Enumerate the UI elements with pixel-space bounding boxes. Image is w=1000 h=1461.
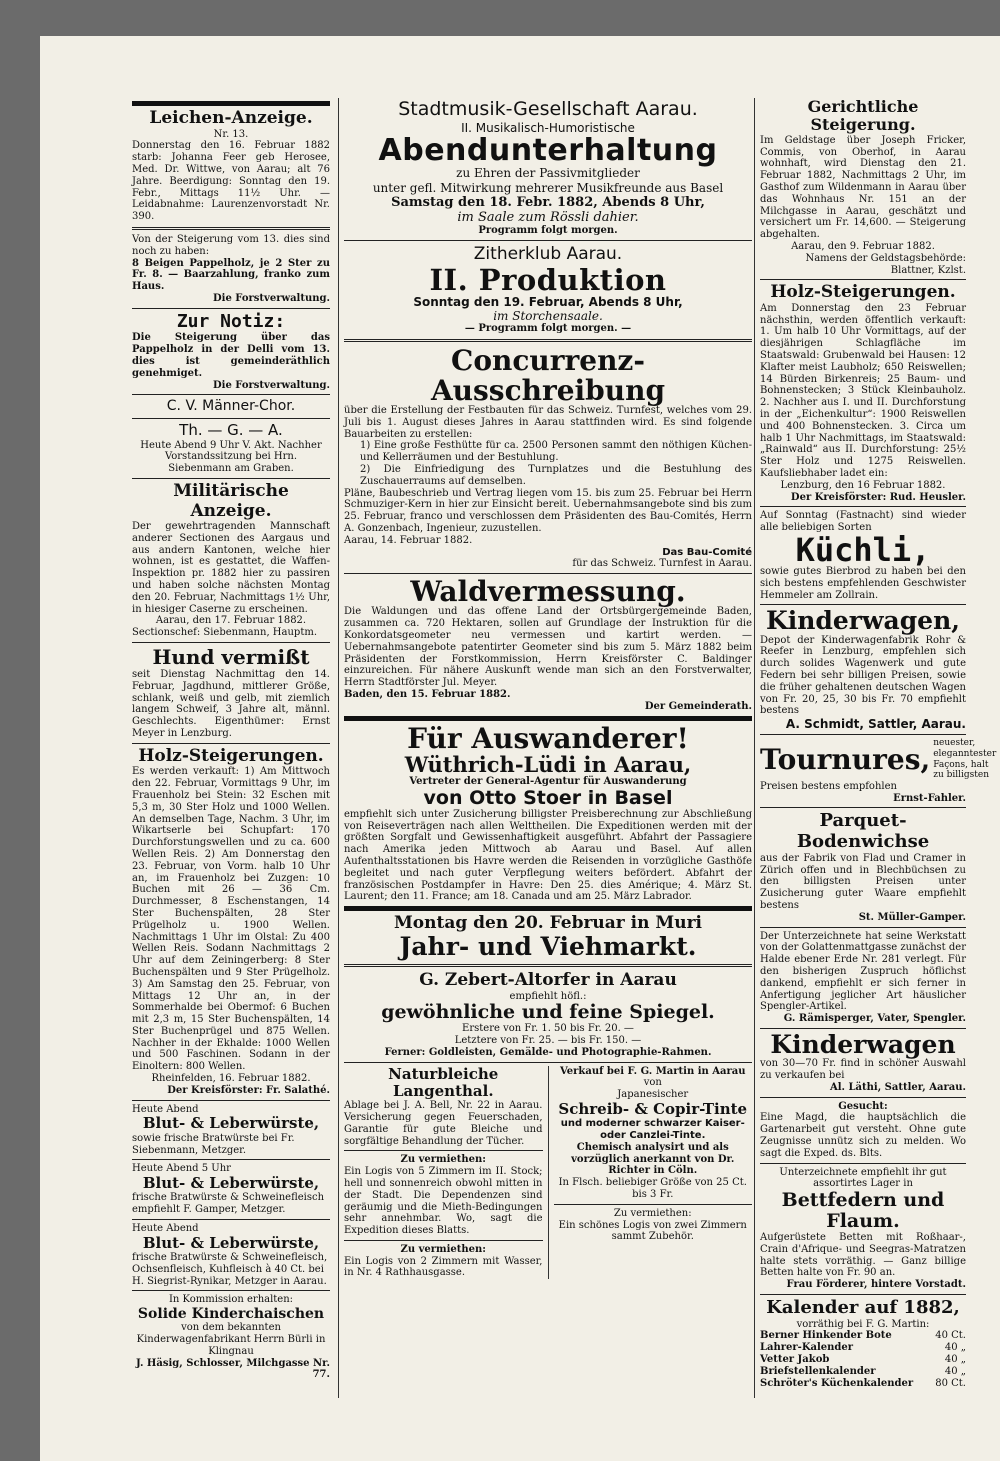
column-divider xyxy=(754,98,755,1398)
kalender-pre: vorräthig bei F. G. Martin: xyxy=(796,1318,930,1330)
verm1-text: Ein Logis von 5 Zimmern im II. Stock; hell und sonnenreich obwohl mitten in der Stadt. Die Dependenzen sind geräumig und die Mieth-Bedingungen sehr annehmbar. Wo, sagt die Expedition dieses Blatts. xyxy=(344,1166,543,1237)
zither-headline: II. Produktion xyxy=(429,262,667,297)
wald-title: Waldvermessung. xyxy=(410,575,686,609)
verm3-text: Ein schönes Logis von zwei Zimmern sammt Zubehör. xyxy=(558,1219,747,1243)
wurst3-text: frische Bratwürste & Schweinefleisch, Ochsenfleisch, Kuhfleisch à 40 Ct. bei H. Siegrist-Rynikar, Metzger in Aarau. xyxy=(132,1252,328,1287)
wald-sign: Der Gemeinderath. xyxy=(644,700,752,712)
auswanderer-title: Für Auswanderer! xyxy=(407,721,689,755)
notiz-sign: Die Forstverwaltung. xyxy=(212,379,330,391)
verm1-title: Zu vermiethen: xyxy=(400,1154,486,1166)
holz-sign-left: Der Kreisförster: Fr. Salathé. xyxy=(167,1084,330,1096)
tournures-row xyxy=(760,738,997,781)
middle-column xyxy=(344,98,752,1279)
right-column xyxy=(760,97,997,1389)
stadtmusik-headline: Abendunterhaltung xyxy=(378,132,718,168)
kalender-row xyxy=(760,1342,966,1354)
left-column xyxy=(132,98,330,1381)
natur-title: Naturbleiche Langenthal. xyxy=(388,1064,499,1100)
militaer-date: Aarau, den 17. Februar 1882. xyxy=(155,615,307,627)
concurrenz-sign1: Das Bau-Comité xyxy=(662,546,752,558)
verm2-text: Ein Logis von 2 Zimmern mit Wasser, in Nr. 4 Rathhausgasse. xyxy=(344,1255,543,1279)
kinderwagen2-title: Kinderwagen xyxy=(770,1029,956,1059)
concurrenz-item1: 1) Eine große Festhütte für ca. 2500 Personen sammt den nöthigen Küchen- und Kellerräumen und der Bestuhlung. xyxy=(360,440,752,464)
wurst1-text: sowie frische Bratwürste bei Fr. Siebenmann, Metzger. xyxy=(132,1132,295,1156)
notiz-title: Zur Notiz: xyxy=(176,310,286,332)
tinte-line4: und moderner schwarzer Kaiser- oder Canzlei-Tinte. xyxy=(560,1118,745,1142)
stadtmusik-line4: im Saale zum Rössli dahier. xyxy=(457,210,639,226)
spiegel-title: G. Zebert-Altorfer in Aarau xyxy=(419,970,677,990)
leichen-number: Nr. 13. xyxy=(213,128,249,140)
gericht-sign: Namens der Geldstagsbehörde: Blattner, Kzlst. xyxy=(805,252,966,276)
kalender-list xyxy=(760,1330,966,1389)
werkstatt-text: Der Unterzeichnete hat seine Werkstatt von der Golattenmattgasse zunächst der Halde ebener Erde Nr. 281 verlegt. Für den bisherigen Zuspruch höflichst dankend, empfiehlt er sich ferner in Anfertigung jeglicher Art häuslicher Spengler-Artikel. xyxy=(760,930,966,1013)
spiegel-headline: gewöhnliche und feine Spiegel. xyxy=(381,1001,715,1024)
bett-sign: Frau Förderer, hintere Vorstadt. xyxy=(786,1279,966,1291)
kalender-name: Briefstellenkalender xyxy=(760,1365,876,1377)
column-divider xyxy=(338,98,339,1398)
kalender-name: Vetter Jakob xyxy=(760,1354,830,1366)
kuechli-text: sowie gutes Bierbrod zu haben bei den sich bestens empfehlenden Geschwister Hemmeler am Zollrain. xyxy=(760,566,966,601)
newspaper-page xyxy=(40,36,1000,1461)
natur-text: Ablage bei J. A. Bell, Nr. 22 in Aarau. Versicherung gegen Feuerschaden, Garantie für gute Bleiche und sorgfältige Behandlung der Tücher. xyxy=(344,1100,543,1147)
verm3-title: Zu vermiethen: xyxy=(613,1207,692,1219)
holz-date-left: Rheinfelden, 16. Februar 1882. xyxy=(151,1073,311,1085)
parquet-title: Parquet-Bodenwichse xyxy=(796,810,930,853)
kalender-price: 80 Ct. xyxy=(935,1377,966,1389)
bett-headline: Bettfedern und Flaum. xyxy=(781,1189,945,1233)
tournures-headline: Tournures, xyxy=(760,742,931,776)
zither-line3: — Programm folgt morgen. — xyxy=(464,323,632,335)
kalender-price: 40 Ct. xyxy=(935,1330,966,1342)
wurst-ad-2 xyxy=(132,1163,330,1216)
kalender-row xyxy=(760,1330,966,1342)
concurrenz-title: Concurrenz-Ausschreibung xyxy=(430,344,666,407)
tinte-line6: In Flsch. beliebiger Größe von 25 Ct. bis 3 Fr. xyxy=(558,1177,747,1201)
leichen-title: Leichen-Anzeige. xyxy=(149,108,313,128)
kinder-sign: J. Häsig, Schlosser, Milchgasse Nr. 77. xyxy=(136,1357,330,1381)
zither-line2: im Storchensaale. xyxy=(493,309,603,324)
muri-line: Montag den 20. Februar in Muri xyxy=(393,913,703,934)
kalender-price: 40 „ xyxy=(944,1342,966,1354)
auswanderer-agency: von Otto Stoer in Basel xyxy=(423,786,673,809)
militaer-sign: Sectionschef: Siebenmann, Hauptm. xyxy=(132,627,317,639)
auswanderer-sub: Vertreter der General-Agentur für Auswanderung xyxy=(409,776,687,788)
wurst3-pre: Heute Abend xyxy=(132,1222,199,1234)
auswanderer-name: Wüthrich-Lüdi in Aarau, xyxy=(404,752,692,778)
bett-text: Aufgerüstete Betten mit Roßhaar-, Crain d'Afrique- und Seegras-Matratzen halte stets vorräthig. — Ganz billige Betten halte von Fr. 90 an. xyxy=(760,1231,966,1279)
wurst2-pre: Heute Abend 5 Uhr xyxy=(132,1163,231,1175)
kalender-row xyxy=(760,1366,966,1378)
thga-title: Th. — G. — A. xyxy=(179,420,283,439)
spiegel-line4: Ferner: Goldleisten, Gemälde- und Photographie-Rahmen. xyxy=(384,1046,712,1058)
kalender-title: Kalender auf 1882, xyxy=(766,1296,960,1318)
kinderwagen-title: Kinderwagen, xyxy=(766,606,960,636)
tinte-line1: Verkauf bei F. G. Martin in Aarau xyxy=(559,1065,746,1077)
kinderwagen2-sign: Al. Läthi, Sattler, Aarau. xyxy=(829,1081,966,1093)
stadtmusik-line3: Samstag den 18. Febr. 1882, Abends 8 Uhr, xyxy=(391,194,705,210)
gericht-date: Aarau, den 9. Februar 1882. xyxy=(791,240,935,252)
wurst2-title: Blut- & Leberwürste, xyxy=(142,1174,320,1193)
middle-split-left xyxy=(344,1066,548,1280)
concurrenz-item2: 2) Die Einfriedigung des Turnplatzes und die Bestuhlung des Zuschauerraums auf demselben. xyxy=(360,463,752,487)
tournures-text: Preisen bestens empfohlen xyxy=(760,780,897,792)
holz-sign-right: Der Kreisförster: Rud. Heusler. xyxy=(790,491,966,503)
verm2-title: Zu vermiethen: xyxy=(400,1243,486,1255)
middle-split-right xyxy=(548,1066,753,1280)
wurst1-title: Blut- & Leberwürste, xyxy=(142,1114,320,1133)
kalender-price: 40 „ xyxy=(944,1365,966,1377)
middle-split xyxy=(344,1066,752,1280)
kinderwagen-text: Depot der Kinderwagenfabrik Rohr & Reefer in Lenzburg, empfehlen sich durch solides Wagenwerk und gute Federn bei sehr billigen Preisen, sowie die früher gehaltenen deutschen Wagen von Fr. 20, 25, 30 bis Fr. 70 empfiehlt bestens xyxy=(760,634,966,717)
kinder-title: Solide Kinderchaischen xyxy=(137,1306,325,1323)
holz-title-right: Holz-Steigerungen. xyxy=(770,282,956,303)
gericht-text: Im Geldstage über Joseph Fricker, Commis, von Oberhof, in Aarau wohnhaft, wird Dienstag den 21. Februar 1882, Nachmittags 2 Uhr, im Gasthof zum Wildenmann in Aarau über das Wohnhaus Nr. 151 an der Milchgasse in Aarau, geschätzt und versichert um Fr. 14,600. — Steigerung abgehalten. xyxy=(760,134,966,241)
stadtmusik-title: Stadtmusik-Gesellschaft Aarau. xyxy=(398,98,698,120)
spiegel-line1: empfiehlt höfl.: xyxy=(509,990,587,1002)
pappel-text: Von der Steigerung vom 13. dies sind noch zu haben: xyxy=(132,233,330,257)
spiegel-line3: Letztere von Fr. 25. — bis Fr. 150. — xyxy=(454,1035,642,1047)
kalender-name: Schröter's Küchenkalender xyxy=(760,1377,914,1389)
militaer-text: Der gewehrtragenden Mannschaft anderer Sectionen des Aargaus und aus andern Kantonen, welche hier wohnen, ist es gestattet, die Waffen-Inspektion pr. 1882 hier zu passiren und haben solche nächsten Montag den 20. Februar, Nachmittags 1½ Uhr, in hiesiger Caserne zu erscheinen. xyxy=(132,521,330,615)
thga-text: Heute Abend 9 Uhr V. Akt. Nachher Vorstandssitzung bei Hrn. Siebenmann am Graben. xyxy=(140,439,322,475)
cv-title: C. V. Männer-Chor. xyxy=(166,398,296,415)
tinte-line3: Japanesischer xyxy=(617,1089,689,1101)
holz-title-left: Holz-Steigerungen. xyxy=(138,745,324,766)
wurst-ad-3 xyxy=(132,1223,330,1287)
wurst-ad-1 xyxy=(132,1104,330,1157)
werkstatt-sign: G. Rämisperger, Vater, Spengler. xyxy=(783,1013,966,1025)
wald-text: Die Waldungen und das offene Land der Ortsbürgergemeinde Baden, zusammen ca. 720 Hektaren, sollen auf Grundlage der Instruktion für die Konkordatsgeometer neu vermessen und kartirt werden. — Uebernahmsangebote patentirter Geometer sind bis zum 5. März 1882 beim Präsidenten der Forstkommission, Herrn Kreisförster C. Baldinger einzureichen. Für nähere Auskunft wende man sich an den Forstverwalter, Herrn Stadtförster Jul. Meyer. xyxy=(344,606,752,689)
gericht-title: Gerichtliche Steigerung. xyxy=(807,97,919,135)
concurrenz-date: Aarau, 14. Februar 1882. xyxy=(344,534,473,546)
leichen-text: Donnerstag den 16. Februar 1882 starb: Johanna Feer geb Herosee, Med. Dr. Wittwe, von Aarau; alt 76 Jahre. Beerdigung: Sonntag den 19. Febr., Mittags 11½ Uhr. — Leidabnahme: Laurenzenvorstadt Nr. 390. xyxy=(132,140,330,223)
wurst3-title: Blut- & Leberwürste, xyxy=(142,1233,320,1252)
stadtmusik-line1: zu Ehren der Passivmitglieder xyxy=(456,166,640,181)
concurrenz-sign2: für das Schweiz. Turnfest in Aarau. xyxy=(572,558,752,570)
notiz-text: Die Steigerung über das Pappelholz in der Delli vom 13. dies ist gemeinderäthlich genehmiget. xyxy=(132,332,330,379)
tinte-line2: von xyxy=(643,1077,662,1089)
kalender-name: Berner Hinkender Bote xyxy=(760,1330,892,1342)
hund-title: Hund vermißt xyxy=(152,645,310,670)
kalender-row xyxy=(760,1354,966,1366)
kinderwagen2-text: von 30—70 Fr. find in schöner Auswahl zu verkaufen bei xyxy=(760,1058,966,1082)
concurrenz-text: Pläne, Baubeschrieb und Vertrag liegen vom 15. bis zum 25. Februar bei Herrn Schmuziger-Kern in hier zur Einsicht bereit. Uebernahmsangebote sind bis zum 25. Februar, franco und verschlossen dem Präsidenten des Bau-Comités, Herrn A. Gonzenbach, Ingenieur, zuzustellen. xyxy=(344,487,752,534)
stadtmusik-line5: Programm folgt morgen. xyxy=(478,225,618,237)
stadtmusik-sub: II. Musikalisch-Humoristische xyxy=(461,120,635,135)
concurrenz-intro: über die Erstellung der Festbauten für das Schweiz. Turnfest, welches vom 29. Juli bis 1. August dieses Jahres in Aarau stattfinden wird. Es sind folgende Bauarbeiten zu erstellen: xyxy=(344,404,752,440)
kalender-price: 40 „ xyxy=(944,1354,966,1366)
holz-date-right: Lenzburg, den 16 Februar 1882. xyxy=(780,479,946,491)
zither-line1: Sonntag den 19. Februar, Abends 8 Uhr, xyxy=(413,295,683,310)
kuechli-pre: Auf Sonntag (Fastnacht) sind wieder alle beliebigen Sorten xyxy=(760,510,966,534)
tournures-sign: Ernst-Fahler. xyxy=(893,792,966,804)
kalender-name: Lahrer-Kalender xyxy=(760,1342,854,1354)
holz-text-left: Es werden verkauft: 1) Am Mittwoch den 22. Februar, Vormittags 9 Uhr, im Frauenholz bei Stein: 32 Eschen mit 5,3 m, 30 Ster Holz und 1000 Wellen. An demselben Tage, Nachm. 3 Uhr, im Wikartserle bei Schupfart: 170 Durchforstungswellen und zu ca. 600 Wellen Reis. 2) Am Donnerstag den 23. Februar, von Vorm. halb 10 Uhr an, im Frauenholz bei Zuzgen: 10 Buchen mit 26 — 36 Cm. Durchmesser, 8 Eschenstangen, 14 Ster Buchenspälten, 28 Ster Prügelholz u. 1900 Wellen. Nachmittags 1 Uhr im Olstal: Zu 400 Wellen Reis. Sodann Nachmittags 2 Uhr auf dem Zeiningerberg: 8 Ster Buchenspälten und 9 Ster Prügelholz. 3) Am Samstag den 25. Februar, von Mittags 12 Uhr an, in der Sommerhalde bei Obermof: 6 Buchen mit 2,3 m, 15 Ster Buchenspälten, 14 Ster Buchenprügel und 875 Wellen. Nachher in der Ekhalde: 1000 Wellen und 500 Faschinen. Sodann in der Einoltern: 800 Wellen. xyxy=(132,766,330,1073)
auswanderer-text: empfiehlt sich unter Zusicherung billigster Preisberechnung zur Abschließung von Reiseverträgen nach allen Welttheilen. Die Expeditionen werden mit der größten Sorgfalt und Gewissenhaftigkeit ausgeführt. Abfahrt der Passagiere nach Amerika jeden Mittwoch ab Aarau und Basel. Auf allen Aufenthaltsstationen bis Havre werden die Reisenden in vorzügliche Gasthöfe begleitet und nach guter Verpflegung weiters befördert. Abfahrt der französischen Postdampfer in Havre: Den 25. dies Amérique; 4. März St. Laurent; den 11. France; am 18. Canada und am 25. März Labrador. xyxy=(344,808,752,903)
hund-text: seit Dienstag Nachmittag den 14. Februar, Jagdhund, mittlerer Größe, schlank, weiß und gelb, mit ziemlich langem Schweif, 3 Jahre alt, männl. Geschlechts. Eigenthümer: Ernst Meyer in Lenzburg. xyxy=(132,669,330,740)
militaer-title: Militärische Anzeige. xyxy=(173,480,289,521)
holz-text-right: Am Donnerstag den 23 Februar nächsthin, werden öffentlich verkauft: 1. Um halb 10 Uhr Vormittags, auf der diesjährigen Schlagfläche im Staatswald: Grubenwald bei Hausen: 12 Klafter meist Laubholz; 650 Reiswellen; 14 Bürden Birkenreis; 25 Baum- und Bohnenstecken; 3 Stück Kleinbauholz. 2. Nachher aus I. und II. Durchforstung in der „Eichenkultur“: 1900 Reiswellen und 400 Bohnenstecken. 3. Circa um halb 1 Uhr Nachmittags, im Staatswald: „Rainwald“ aus II. Durchforstung: 25½ Ster Holz und 1275 Reiswellen. Kaufsliebhaber ladet ein: xyxy=(760,302,966,480)
pappel-sign: Die Forstverwaltung. xyxy=(212,292,330,304)
wurst2-text: frische Bratwürste & Schweinefleisch empfiehlt F. Gamper, Metzger. xyxy=(132,1192,325,1216)
bett-pre: Unterzeichnete empfiehlt ihr gut assortirtes Lager in xyxy=(779,1166,947,1190)
parquet-sign: St. Müller-Gamper. xyxy=(858,911,966,923)
kuechli-headline: Küchli, xyxy=(795,531,931,570)
wurst1-pre: Heute Abend xyxy=(132,1103,199,1115)
gesucht-text: Eine Magd, die hauptsächlich die Gartenarbeit gut versteht. Ohne gute Zeugnisse unnütz sich zu melden. Wo sagt die Exped. ds. Blts. xyxy=(760,1112,966,1159)
parquet-text: aus der Fabrik von Flad und Cramer in Zürich offen und in Blechbüchsen zu den billigsten Preisen unter Zusicherung guter Waare empfiehlt bestens xyxy=(760,852,966,911)
tournures-side: neuester, eleganntester Façons, halt zu billigsten xyxy=(933,738,997,781)
kinder-pre: In Kommission erhalten: xyxy=(168,1294,294,1306)
kinderwagen-sign: A. Schmidt, Sattler, Aarau. xyxy=(785,717,966,732)
zither-title: Zitherklub Aarau. xyxy=(473,244,623,265)
rule xyxy=(132,101,330,106)
tinte-headline: Schreib- & Copir-Tinte xyxy=(558,1100,748,1119)
gesucht-title: Gesucht: xyxy=(838,1100,888,1112)
stadtmusik-line2: unter gefl. Mitwirkung mehrerer Musikfreunde aus Basel xyxy=(372,180,724,195)
kinder-text: von dem bekannten Kinderwagenfabrikant Herrn Bürli in Klingnau xyxy=(136,1322,326,1357)
spiegel-line2: Erstere von Fr. 1. 50 bis Fr. 20. — xyxy=(462,1023,634,1035)
wald-date: Baden, den 15. Februar 1882. xyxy=(344,689,511,701)
muri-headline: Jahr- und Viehmarkt. xyxy=(399,931,697,961)
tinte-line5: Chemisch analysirt und als vorzüglich anerkannt von Dr. Richter in Cöln. xyxy=(571,1141,735,1177)
kalender-row xyxy=(760,1378,966,1390)
pappel-offer: 8 Beigen Pappelholz, je 2 Ster zu Fr. 8. — Baarzahlung, franko zum Haus. xyxy=(132,257,330,293)
